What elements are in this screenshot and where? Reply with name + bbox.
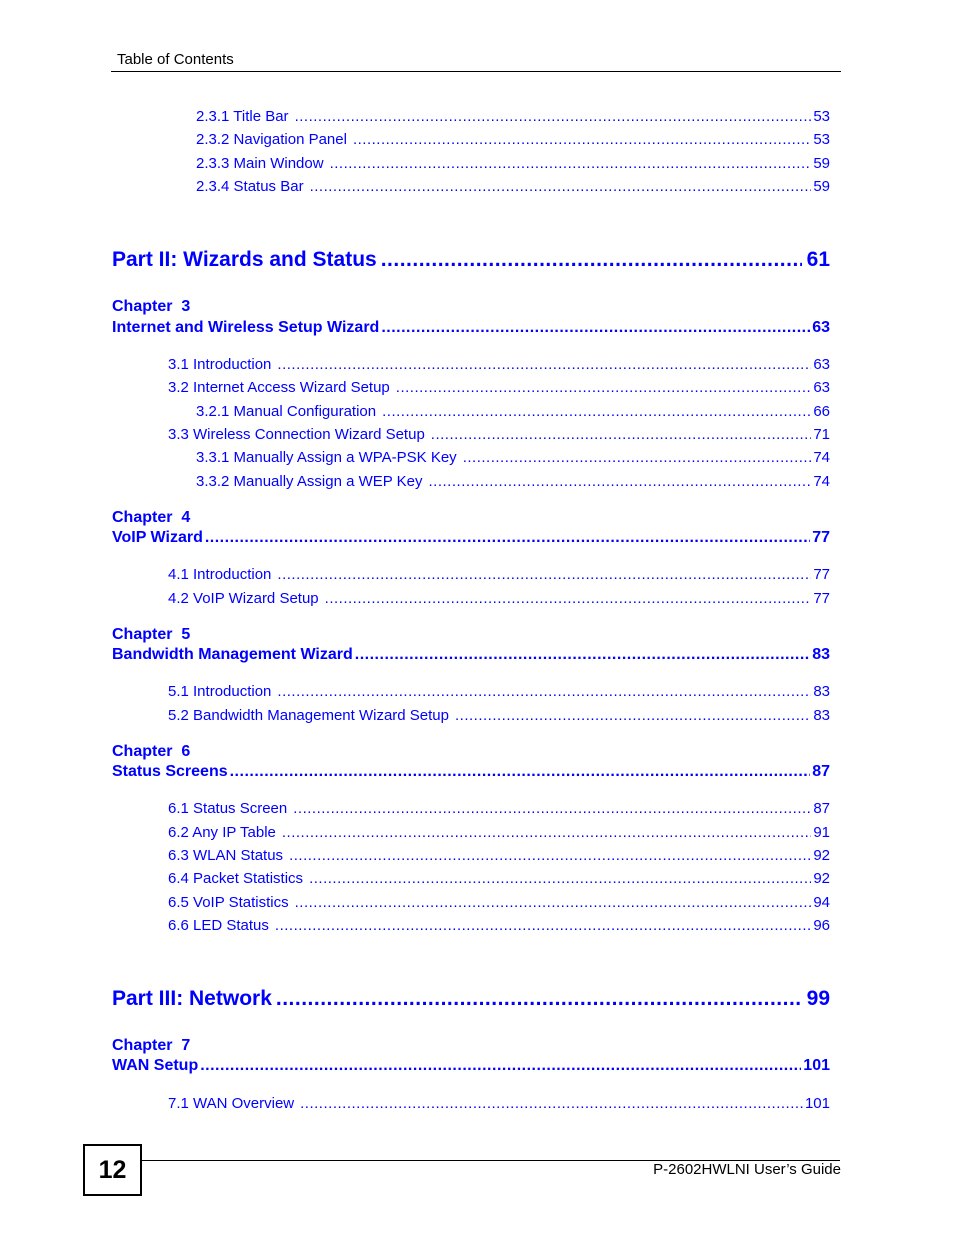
toc-part-3[interactable] [112,987,830,1011]
toc-chapter-page: 101 [803,1057,830,1074]
toc-part-2[interactable] [112,248,830,272]
dot-leader [300,1095,803,1112]
toc-entry-label: 2.3.2 Navigation Panel [196,131,347,148]
chapter-3-number: Chapter 3 [112,298,191,315]
toc-entry-label: 4.1 Introduction [168,566,272,583]
toc-part-page: 99 [806,987,830,1010]
dot-leader [381,319,810,337]
dot-leader [355,646,810,664]
toc-chapter-6[interactable] [112,763,830,781]
toc-entry-page: 71 [813,426,830,443]
toc-entry-page: 53 [813,131,830,148]
toc-entry-2-3-1[interactable] [196,108,830,125]
toc-entry-page: 83 [813,683,830,700]
chapter-5-number: Chapter 5 [112,626,191,643]
dot-leader [200,1057,801,1075]
chapter-4-number: Chapter 4 [112,509,191,526]
toc-chapter-label: WAN Setup [112,1057,199,1074]
toc-entry-page: 87 [813,800,830,817]
toc-entry-label: 5.2 Bandwidth Management Wizard Setup [168,707,449,724]
toc-entry-label: 4.2 VoIP Wizard Setup [168,590,319,607]
toc-chapter-page: 83 [812,646,830,663]
toc-entry-label: 2.3.1 Title Bar [196,108,289,125]
toc-chapter-label: VoIP Wizard [112,529,203,546]
toc-entry-3-2-1[interactable] [196,403,830,420]
toc-entry-label: 6.2 Any IP Table [168,824,276,841]
toc-entry-page: 83 [813,707,830,724]
toc-entry-label: 3.3 Wireless Connection Wizard Setup [168,426,425,443]
toc-entry-page: 96 [813,917,830,934]
toc-part-label: Part III: Network [112,987,272,1010]
toc-entry-3-1[interactable] [168,356,830,373]
toc-entry-6-1[interactable] [168,800,830,817]
toc-entry-label: 3.2 Internet Access Wizard Setup [168,379,390,396]
toc-entry-3-3-2[interactable] [196,473,830,490]
toc-entry-page: 77 [813,566,830,583]
toc-entry-page: 91 [813,824,830,841]
toc-chapter-4[interactable] [112,529,830,547]
toc-entry-label: 2.3.4 Status Bar [196,178,304,195]
toc-entry-page: 63 [813,356,830,373]
dot-leader [330,155,812,172]
toc-entry-label: 6.6 LED Status [168,917,269,934]
chapter-7-number: Chapter 7 [112,1037,191,1054]
toc-entry-4-1[interactable] [168,566,830,583]
dot-leader [325,590,812,607]
toc-chapter-label: Bandwidth Management Wizard [112,646,353,663]
dot-leader [382,403,811,420]
dot-leader [455,707,811,724]
page-number: 12 [98,1155,127,1184]
dot-leader [381,248,802,272]
toc-entry-page: 74 [813,449,830,466]
toc-entry-3-2[interactable] [168,379,830,396]
dot-leader [282,824,811,841]
dot-leader [277,356,811,373]
toc-entry-label: 6.3 WLAN Status [168,847,284,864]
dot-leader [396,379,812,396]
toc-entry-6-5[interactable] [168,894,830,911]
toc-entry-5-1[interactable] [168,683,830,700]
toc-entry-page: 92 [813,847,830,864]
toc-chapter-page: 87 [812,763,830,780]
running-header: Table of Contents [117,51,234,68]
toc-entry-label: 6.5 VoIP Statistics [168,894,289,911]
toc-chapter-label: Internet and Wireless Setup Wizard [112,319,380,336]
toc-entry-label: 3.3.2 Manually Assign a WEP Key [196,473,423,490]
toc-entry-label: 3.1 Introduction [168,356,272,373]
toc-entry-4-2[interactable] [168,590,830,607]
toc-entry-6-3[interactable] [168,847,830,864]
toc-chapter-label: Status Screens [112,763,228,780]
toc-entry-page: 101 [804,1095,830,1112]
toc-entry-label: 7.1 WAN Overview [168,1095,295,1112]
toc-entry-2-3-3[interactable] [196,155,830,172]
dot-leader [309,870,811,887]
toc-entry-6-6[interactable] [168,917,830,934]
dot-leader [289,847,811,864]
dot-leader [276,987,802,1011]
toc-chapter-3[interactable] [112,319,830,337]
toc-entry-label: 6.4 Packet Statistics [168,870,304,887]
dot-leader [275,917,811,934]
toc-entry-label: 3.2.1 Manual Configuration [196,403,377,420]
toc-entry-page: 63 [813,379,830,396]
dot-leader [431,426,812,443]
dot-leader [429,473,812,490]
toc-entry-page: 66 [813,403,830,420]
toc-entry-2-3-2[interactable] [196,131,830,148]
dot-leader [277,683,811,700]
toc-entry-2-3-4[interactable] [196,178,830,195]
toc-part-label: Part II: Wizards and Status [112,248,377,271]
toc-entry-page: 77 [813,590,830,607]
toc-entry-page: 74 [813,473,830,490]
toc-chapter-page: 77 [812,529,830,546]
toc-entry-7-1[interactable] [168,1095,830,1112]
toc-chapter-7[interactable] [112,1057,830,1075]
page-number-box [83,1144,142,1196]
toc-chapter-page: 63 [812,319,830,336]
chapter-6-number: Chapter 6 [112,743,191,760]
guide-title: P-2602HWLNI User’s Guide [653,1161,841,1178]
dot-leader [293,800,811,817]
toc-entry-5-2[interactable] [168,707,830,724]
toc-entry-label: 3.3.1 Manually Assign a WPA-PSK Key [196,449,457,466]
toc-part-page: 61 [806,248,830,271]
toc-entry-6-4[interactable] [168,870,830,887]
toc-entry-page: 59 [813,178,830,195]
toc-entry-6-2[interactable] [168,824,830,841]
dot-leader [295,894,812,911]
dot-leader [230,763,811,781]
dot-leader [205,529,810,547]
dot-leader [277,566,811,583]
dot-leader [310,178,812,195]
toc-entry-3-3-1[interactable] [196,449,830,466]
toc-entry-page: 92 [813,870,830,887]
toc-entry-page: 59 [813,155,830,172]
toc-entry-page: 53 [813,108,830,125]
dot-leader [353,131,811,148]
toc-entry-3-3[interactable] [168,426,830,443]
dot-leader [295,108,812,125]
toc-entry-page: 94 [813,894,830,911]
toc-entry-label: 5.1 Introduction [168,683,272,700]
dot-leader [463,449,812,466]
header-rule [111,71,841,72]
toc-entry-label: 2.3.3 Main Window [196,155,324,172]
toc-chapter-5[interactable] [112,646,830,664]
toc-entry-label: 6.1 Status Screen [168,800,288,817]
